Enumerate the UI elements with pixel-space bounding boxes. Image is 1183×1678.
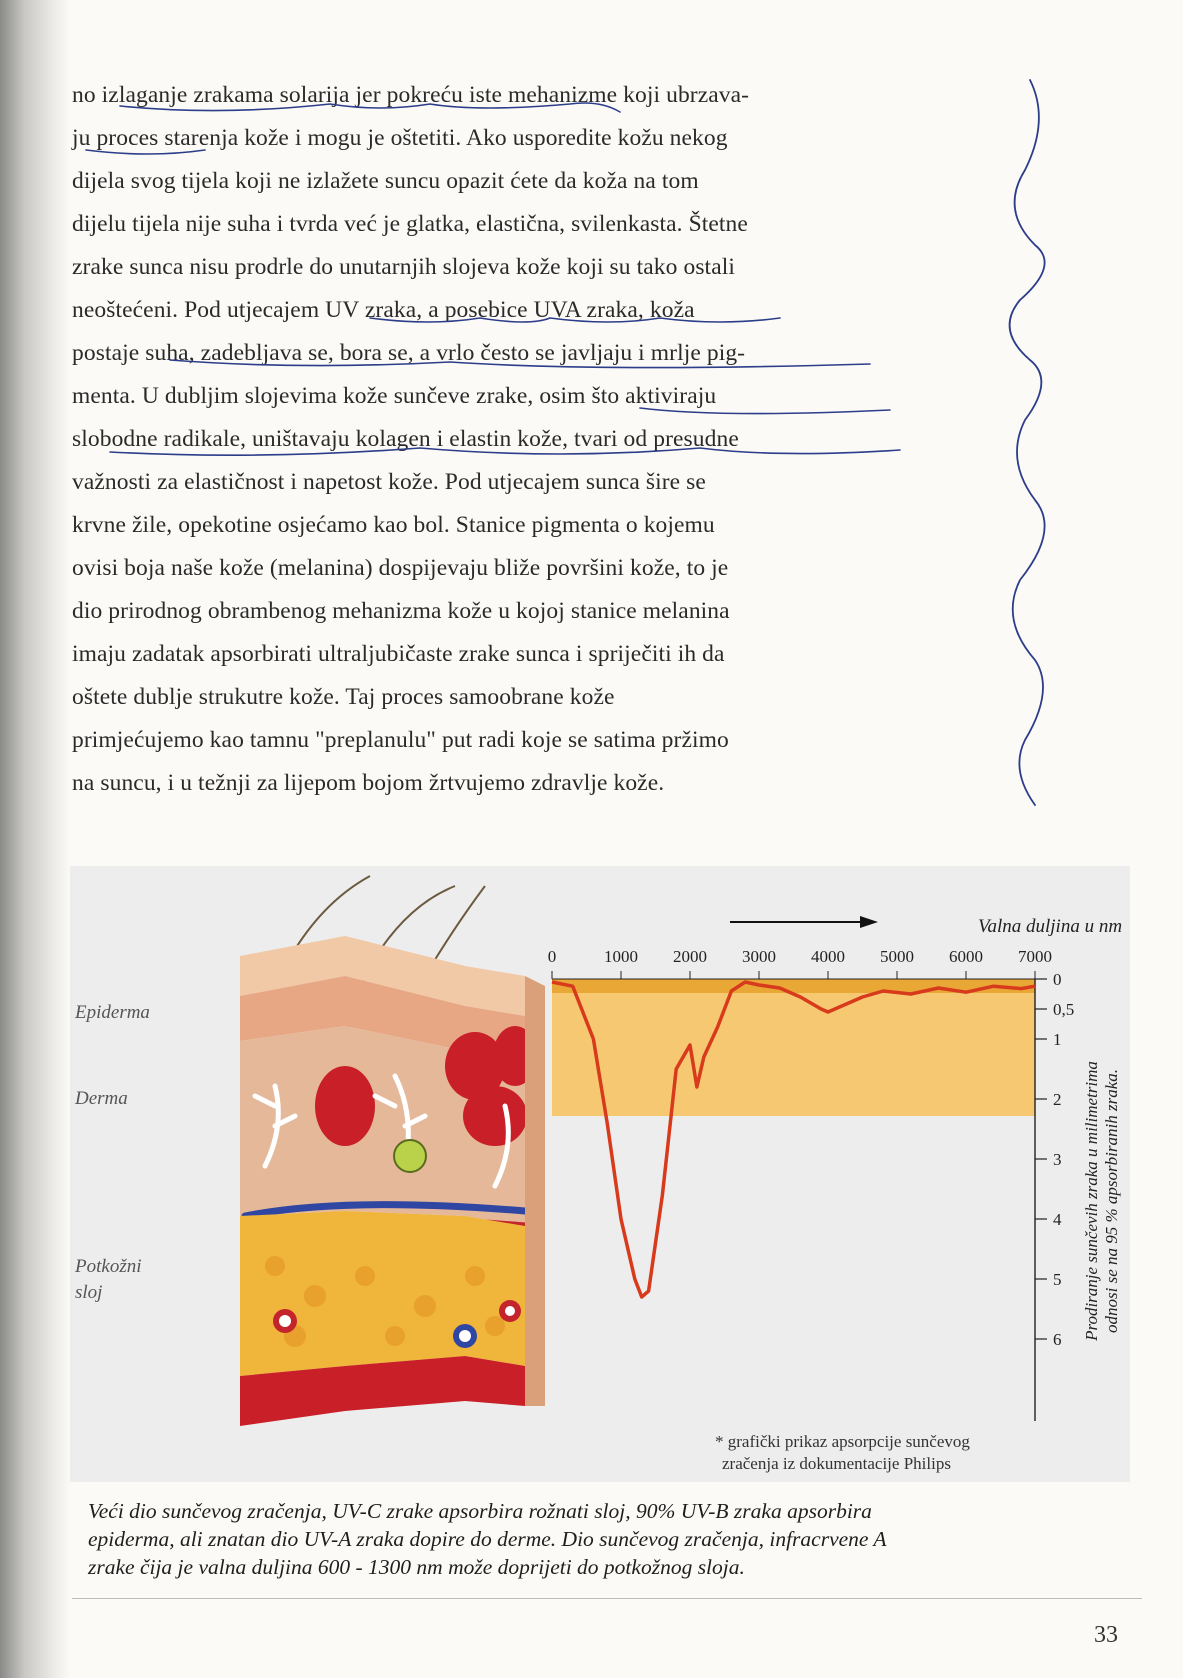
- y-axis-label-2: odnosi se na 95 % apsorbiranih zraka.: [1102, 1069, 1121, 1333]
- x-tick-label: 2000: [673, 947, 707, 966]
- y-tick-label: 5: [1053, 1270, 1062, 1289]
- x-tick-label: 3000: [742, 947, 776, 966]
- body-text-line: važnosti za elastičnost i napetost kože. Pod utjecajem sunca šire se: [72, 469, 706, 495]
- y-tick-label: 3: [1053, 1150, 1062, 1169]
- y-axis-label: Prodiranje sunčevih zraka u milimetrima: [1082, 1061, 1101, 1341]
- x-tick-label: 1000: [604, 947, 638, 966]
- label-dermis: Derma: [75, 1088, 128, 1109]
- label-subcutaneous-2: sloj: [75, 1282, 103, 1303]
- body-text-line: neoštećeni. Pod utjecajem UV zraka, a posebice UVA zraka, koža: [72, 297, 695, 323]
- y-tick-label: 1: [1053, 1030, 1062, 1049]
- x-tick-label: 6000: [949, 947, 983, 966]
- footnote-line-1: * grafički prikaz apsorpcije sunčevog: [715, 1432, 970, 1451]
- skin-absorption-figure: [70, 866, 1130, 1482]
- page-number: 33: [1094, 1622, 1118, 1648]
- body-text-line: menta. U dubljim slojevima kože sunčeve zrake, osim što aktiviraju: [72, 383, 717, 409]
- margin-pen-squiggle: [990, 60, 1090, 820]
- x-tick-label: 0: [547, 947, 557, 966]
- body-text: [72, 74, 952, 805]
- x-tick-label: 5000: [880, 947, 914, 966]
- body-text-line: zrake sunca nisu prodrle do unutarnjih slojeva kože koji su tako ostali: [72, 254, 735, 280]
- footer-rule: [72, 1598, 1142, 1599]
- body-text-line: primjećujemo kao tamnu "preplanulu" put radi koje se satima pržimo: [72, 727, 729, 753]
- body-text-line: krvne žile, opekotine osjećamo kao bol. Stanice pigmenta o kojemu: [72, 512, 715, 538]
- body-text-line: dio prirodnog obrambenog mehanizma kože u kojoj stanice melanina: [72, 598, 730, 624]
- caption-line: epiderma, ali znatan dio UV-A zraka dopire do derme. Dio sunčevog zračenja, infracrvene A: [88, 1527, 887, 1551]
- x-direction-arrow-head: [860, 916, 878, 928]
- y-tick-label: 2: [1053, 1090, 1062, 1109]
- body-text-line: dijelu tijela nije suha i tvrda već je glatka, elastična, svilenkasta. Štetne: [72, 211, 748, 237]
- y-tick-label: 6: [1053, 1330, 1062, 1349]
- y-tick-label: 0,5: [1053, 1000, 1075, 1019]
- body-text-line: ovisi boja naše kože (melanina) dospijevaju bliže površini kože, to je: [72, 555, 729, 581]
- chart-plot-area: [552, 979, 1035, 1116]
- label-subcutaneous-1: Potkožni: [75, 1256, 142, 1277]
- x-tick-label: 4000: [811, 947, 845, 966]
- x-tick-label: 7000: [1018, 947, 1052, 966]
- body-text-line: imaju zadatak apsorbirati ultraljubičaste zrake sunca i spriječiti ih da: [72, 641, 725, 667]
- body-text-line: ju proces starenja kože i mogu je oštetiti. Ako usporedite kožu nekog: [72, 125, 728, 151]
- body-text-line: slobodne radikale, uništavaju kolagen i elastin kože, tvari od presudne: [72, 426, 739, 452]
- footnote-line-2: zračenja iz dokumentacije Philips: [722, 1454, 951, 1473]
- body-text-line: postaje suha, zadebljava se, bora se, a vrlo često se javljaju i mrlje pig-: [72, 340, 746, 366]
- caption-line: Veći dio sunčevog zračenja, UV-C zrake apsorbira rožnati sloj, 90% UV-B zraka apsorbira: [88, 1499, 872, 1523]
- label-epidermis: Epiderma: [75, 1002, 150, 1023]
- body-text-line: oštete dublje strukutre kože. Taj proces samoobrane kože: [72, 684, 615, 710]
- x-axis-label: Valna duljina u nm: [977, 916, 1123, 937]
- figure-caption: [88, 1497, 1128, 1581]
- absorption-chart: [500, 866, 1130, 1482]
- body-text-line: no izlaganje zrakama solarija jer pokreću iste mehanizme koji ubrzava-: [72, 82, 750, 108]
- book-gutter-shadow: [0, 0, 70, 1678]
- y-tick-label: 4: [1053, 1210, 1062, 1229]
- caption-line: zrake čija je valna duljina 600 - 1300 nm može doprijeti do potkožnog sloja.: [88, 1555, 745, 1579]
- y-tick-label: 0: [1053, 970, 1062, 989]
- body-text-line: dijela svog tijela koji ne izlažete suncu opazit ćete da koža na tom: [72, 168, 699, 194]
- body-text-line: na suncu, i u težnji za lijepom bojom žrtvujemo zdravlje kože.: [72, 770, 665, 796]
